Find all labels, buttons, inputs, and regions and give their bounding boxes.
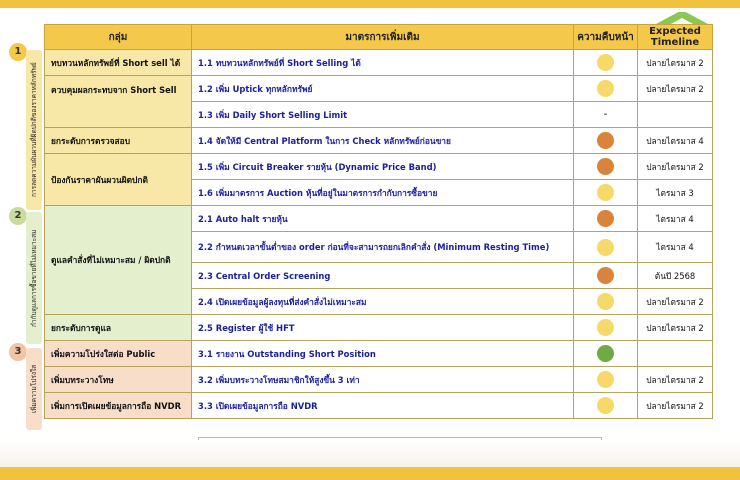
progress-cell [574, 206, 638, 232]
section-3-label: เพิ่มความโปร่งใส [30, 364, 38, 414]
measure-cell: 2.2 กำหนดเวลาขั้นต่ำของ order ก่อนที่จะสามารถยกเลิกคำสั่ง (Minimum Resting Time) [192, 232, 574, 263]
header-progress: ความคืบหน้า [574, 25, 638, 50]
table-row [45, 367, 713, 393]
group-cell: เพิ่มการเปิดเผยข้อมูลการถือ NVDR [45, 393, 192, 419]
progress-dot [597, 210, 614, 227]
group-cell: ยกระดับการดูแล [45, 315, 192, 341]
progress-dot [597, 158, 614, 175]
header-group: กลุ่ม [45, 25, 192, 50]
progress-cell [574, 393, 638, 419]
progress-cell [574, 315, 638, 341]
group-cell: ควบคุมผลกระทบจาก Short Sell [45, 76, 192, 128]
table-row [45, 315, 713, 341]
measure-cell: 2.4 เปิดเผยข้อมูลผู้ลงทุนที่ส่งคำสั่งไม่เหมาะสม [192, 289, 574, 315]
progress-dot [597, 293, 614, 310]
progress-dot [597, 184, 614, 201]
table-row [45, 341, 713, 367]
footer-fade [0, 440, 740, 467]
measure-cell: 1.3 เพิ่ม Daily Short Selling Limit [192, 102, 574, 128]
measure-cell: 2.5 Register ผู้ใช้ HFT [192, 315, 574, 341]
measure-cell: 2.1 Auto halt รายหุ้น [192, 206, 574, 232]
timeline-cell: ไตรมาส 4 [638, 232, 713, 263]
progress-cell [574, 289, 638, 315]
progress-dot [597, 239, 614, 256]
timeline-cell: ปลายไตรมาส 2 [638, 76, 713, 102]
timeline-cell: ปลายไตรมาส 2 [638, 315, 713, 341]
progress-cell [574, 154, 638, 180]
progress-dot [597, 371, 614, 388]
section-1-label: การลดความผันผวนที่ผิดปกติของราคาหลักทรัพย์ [30, 62, 38, 198]
timeline-cell: ปลายไตรมาส 2 [638, 50, 713, 76]
table-row [45, 128, 713, 154]
progress-dot [597, 80, 614, 97]
measure-cell: 1.4 จัดให้มี Central Platform ในการ Check หลักทรัพย์ก่อนขาย [192, 128, 574, 154]
progress-dot [597, 345, 614, 362]
group-cell: เพิ่มความโปร่งใสต่อ Public [45, 341, 192, 367]
measure-cell: 3.1 รายงาน Outstanding Short Position [192, 341, 574, 367]
timeline-cell [638, 341, 713, 367]
progress-cell [574, 341, 638, 367]
measures-table [44, 24, 713, 419]
table-row [45, 50, 713, 76]
group-cell: ทบทวนหลักทรัพย์ที่ Short sell ได้ [45, 50, 192, 76]
progress-dot [597, 267, 614, 284]
progress-cell [574, 232, 638, 263]
timeline-cell: ไตรมาส 3 [638, 180, 713, 206]
progress-dot [597, 132, 614, 149]
section-2-label: กำกับดูแลการซื้อขายที่ไม่เหมาะสม [30, 229, 38, 327]
measure-cell: 1.6 เพิ่มมาตรการ Auction หุ้นที่อยู่ในมาตรการกำกับการซื้อขาย [192, 180, 574, 206]
header-measure: มาตรการเพิ่มเติม [192, 25, 574, 50]
timeline-cell: ต้นปี 2568 [638, 263, 713, 289]
progress-dot [597, 319, 614, 336]
progress-dot [597, 54, 614, 71]
measure-cell: 1.2 เพิ่ม Uptick ทุกหลักทรัพย์ [192, 76, 574, 102]
timeline-cell: ปลายไตรมาส 2 [638, 393, 713, 419]
timeline-cell: ปลายไตรมาส 2 [638, 367, 713, 393]
timeline-cell: ปลายไตรมาส 2 [638, 289, 713, 315]
progress-cell [574, 76, 638, 102]
table-row [45, 393, 713, 419]
section-2-badge: 2 [9, 207, 27, 225]
table-row [45, 206, 713, 232]
progress-cell: - [574, 102, 638, 128]
bottom-accent-bar [0, 467, 740, 480]
measure-cell: 3.3 เปิดเผยข้อมูลการถือ NVDR [192, 393, 574, 419]
progress-cell [574, 263, 638, 289]
table-row [45, 76, 713, 102]
top-accent-bar [0, 0, 740, 8]
group-cell: เพิ่มบทระวางโทษ [45, 367, 192, 393]
progress-cell [574, 50, 638, 76]
timeline-cell: ปลายไตรมาส 2 [638, 154, 713, 180]
timeline-cell: ปลายไตรมาส 4 [638, 128, 713, 154]
progress-dot [597, 397, 614, 414]
group-cell: ดูแลคำสั่งที่ไม่เหมาะสม / ผิดปกติ [45, 206, 192, 315]
timeline-cell: ไตรมาส 4 [638, 206, 713, 232]
table-row [45, 154, 713, 180]
measure-cell: 2.3 Central Order Screening [192, 263, 574, 289]
measure-cell: 1.1 ทบทวนหลักทรัพย์ที่ Short Selling ได้ [192, 50, 574, 76]
measure-cell: 1.5 เพิ่ม Circuit Breaker รายหุ้น (Dynamic Price Band) [192, 154, 574, 180]
group-cell: ป้องกันราคาผันผวนผิดปกติ [45, 154, 192, 206]
progress-cell [574, 128, 638, 154]
measure-cell: 3.2 เพิ่มบทระวางโทษสมาชิกให้สูงขึ้น 3 เท่า [192, 367, 574, 393]
group-cell: ยกระดับการตรวจสอบ [45, 128, 192, 154]
progress-cell [574, 367, 638, 393]
table-header-row [45, 25, 713, 50]
timeline-cell [638, 102, 713, 128]
header-timeline: Expected Timeline [638, 25, 713, 50]
section-1-badge: 1 [9, 43, 27, 61]
section-3-badge: 3 [9, 343, 27, 361]
progress-cell [574, 180, 638, 206]
